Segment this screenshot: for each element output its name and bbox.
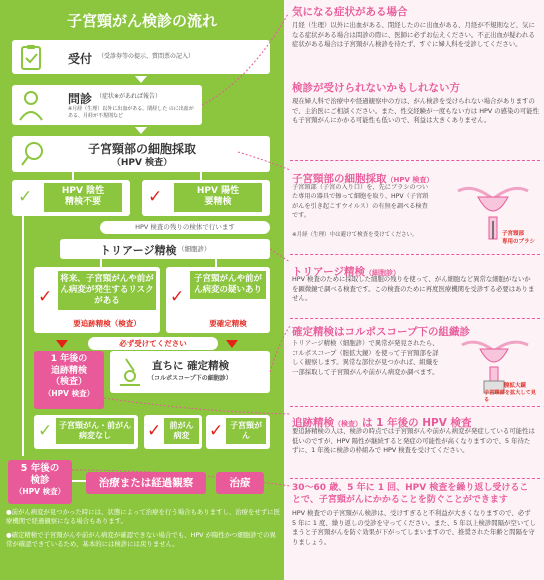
pointer-line <box>238 152 290 170</box>
pointer-line <box>202 14 288 105</box>
check-icon: ✓ <box>38 421 53 441</box>
suspected-tag: 要確定精検 <box>209 319 247 328</box>
followup-line4: （HPV 検査） <box>43 389 95 399</box>
label-brush: 専用のブラシ <box>502 239 536 245</box>
sampling-info-title-sub: （HPV 検査） <box>386 176 434 184</box>
followup-info-title-sub: （検査） <box>334 420 362 428</box>
definitive-sub: （コルポスコープ下の細胞診） <box>148 375 232 382</box>
five-year-line2: 検診 <box>30 474 50 486</box>
followup-info-body: 要追跡精検の人は、検診の時点では子宮頸がんや前がん病変が発症している可能性は低いのですが、HPV 陽性が継続すると発症の可能性が高くなりますので、5 年待たずに、1 年後に検診の枠組みで HPV 検査を受けてください。 <box>292 427 535 455</box>
may-not-title: 検診が受けられないかもしれない方 <box>292 82 460 94</box>
symptoms-title: 気になる症状がある場合 <box>292 6 408 18</box>
symptoms-body: 月経（生理）以外に出血がある、閉経したのに出血がある、月経が不規則など、気になる症状がある場合は問診の際に、医師に必ずお伝えください。不正出血が疑われる症状がある場合は子宮頸がん検診を待たず、すぐに婦人科を受診してください。 <box>292 21 535 49</box>
flow-note-2: ●確定精検で子宮頸がんや前がん病変が確認できない場合でも、HPV が陽性かつ細胞診での異常が確認できているため、基本的には検診には戻りません。 <box>6 530 276 548</box>
flow-note-1: ●前がん病変が見つかった時には、状態によって治療を行う場合もありますし、治療をせずに医療機関で経過観察になる場合もあります。 <box>6 508 280 526</box>
sampling-info-body: 子宮頸部（子宮の入り口）を、先にブラシのついた専用の器具で擦って細胞を取り、HPV（子宮頸がんを引き起こすウイルス）の有無を調べる検査です。 <box>292 184 429 219</box>
pointer-line <box>270 326 290 372</box>
remaining-sample-note: HPV 検査の残りの検体で行います <box>100 221 270 234</box>
suspected-text: 子宮頸がんや前がん病変の疑いあり <box>190 271 266 299</box>
interview-note: ※月経（生理）以外に出血がある、閉経した のに出血がある、月経が不規則など <box>68 106 194 119</box>
label-cervix: 子宮頸部 <box>502 231 525 237</box>
check-icon: ✓ <box>38 287 53 307</box>
followup-info-title-tail: は 1 年後の HPV 検査 <box>362 417 472 429</box>
reception-sub: （受診券等の提示、質問票の記入） <box>98 53 195 60</box>
five-year-line1: 5 年後の <box>20 463 60 474</box>
followup-line3: （検査） <box>50 377 87 388</box>
future-risk-text: 将来、子宮頸がんや前がん病変が発生するリスクがある <box>58 271 156 310</box>
result-precancer-label: 前がん病変 <box>164 418 199 444</box>
sampling-info-title: 子宮頸部の細胞採取 <box>292 173 387 185</box>
definitive-title: 直ちに 確定精検 <box>152 360 230 372</box>
check-icon: ✓ <box>148 187 163 207</box>
hpv-negative-line1: HPV 陰性 <box>61 186 105 196</box>
label-scope: 膣拡大鏡 <box>504 383 527 389</box>
hpv-positive-line1: HPV 陽性 <box>196 186 240 196</box>
hpv-negative-line2: 精検不要 <box>64 197 101 208</box>
followup-line2: 追跡精検 <box>50 365 87 376</box>
pointer-line <box>104 398 290 414</box>
triage-info-body: HPV 検査のために採取した細胞の残りを使って、がん細胞など異常な細胞がないかを顕微鏡で調べる検査です。この検査のために再度医療機関を受診する必要はありません。 <box>292 275 535 303</box>
interval-info-title: 30～60 歳、5 年に 1 回、HPV 検査を繰り返し受けることで、子宮頸がんにかかることを防ぐことができます <box>292 483 529 505</box>
triage-sub: （細胞診） <box>178 245 211 253</box>
followup-info-title: 追跡精検 <box>292 417 334 429</box>
check-icon: ✓ <box>209 421 224 441</box>
hpv-positive-line2: 要精検 <box>204 197 232 208</box>
treatment-box: 治療 <box>216 472 264 494</box>
definitive-info-body: トリアージ精検（細胞診）で異常が発見されたら、コルポスコープ（膣拡大鏡）を使って子宮頸部を詳しく観察します。異常な部位が見つかれば、組織を一部採取して子宮頸がんや前がん病変か調べます。 <box>292 339 439 376</box>
check-icon: ✓ <box>170 287 185 307</box>
interview-sub: （症状※があれば報告） <box>96 93 162 100</box>
future-risk-tag: 要追跡精検（検査） <box>73 319 141 328</box>
may-not-body: 現在婦人科で治療中や経過観察中の方は、がん検診を受けられない場合がありますので、主治医にご相談ください。また、性交経験が一度もない方は HPV の感染の可能性も子宮頸がんにかかる可能性も低いので、利益は大きくありません。 <box>292 97 540 125</box>
triage-title: トリアージ精検 <box>100 244 177 257</box>
definitive-info-title: 確定精検はコルポスコープ下の組織診 <box>292 326 470 338</box>
sampling-info-note: ※月経（生理）中は避けて検査を受けてください。 <box>292 232 418 238</box>
five-year-line3: （HPV 検査） <box>14 486 66 496</box>
interview-title: 問診 <box>68 92 93 106</box>
triage-info-title-sub: （細胞診） <box>364 269 400 277</box>
pointer-line <box>270 249 290 262</box>
sampling-sub: （HPV 検査） <box>111 158 173 168</box>
triage-info-title: トリアージ精検 <box>292 266 365 278</box>
check-icon: ✓ <box>18 187 33 207</box>
followup-line1: 1 年後の <box>50 354 88 364</box>
label-view: 子宮頸部を拡大して見る <box>484 390 536 403</box>
treat-or-watch-box: 治療または経過観察 <box>86 472 206 494</box>
interval-info-body: HPV 検査での子宮頸がん検診は、受けすぎると不利益が大きくなりますので、必ず 5 年に 1 度、繰り返しの受診を守ってください。また、5 年以上検診間隔が空いてしまうと子宮頸がんを防ぐ効果が下がってしまいますので、推奨された年齢と間隔を守りましょう。 <box>292 509 536 546</box>
pointer-line <box>72 470 290 486</box>
result-none-label: 子宮頸がん・前がん病変なし <box>56 418 134 444</box>
flow-title: 子宮頸がん検診の流れ <box>66 12 217 30</box>
check-icon: ✓ <box>147 421 162 441</box>
result-cancer-label: 子宮頸がん <box>226 418 266 444</box>
must-receive-note: 必ず受けてください <box>88 337 218 350</box>
sampling-title: 子宮頸部の細胞採取 <box>87 142 196 156</box>
reception-title: 受付 <box>68 52 93 66</box>
